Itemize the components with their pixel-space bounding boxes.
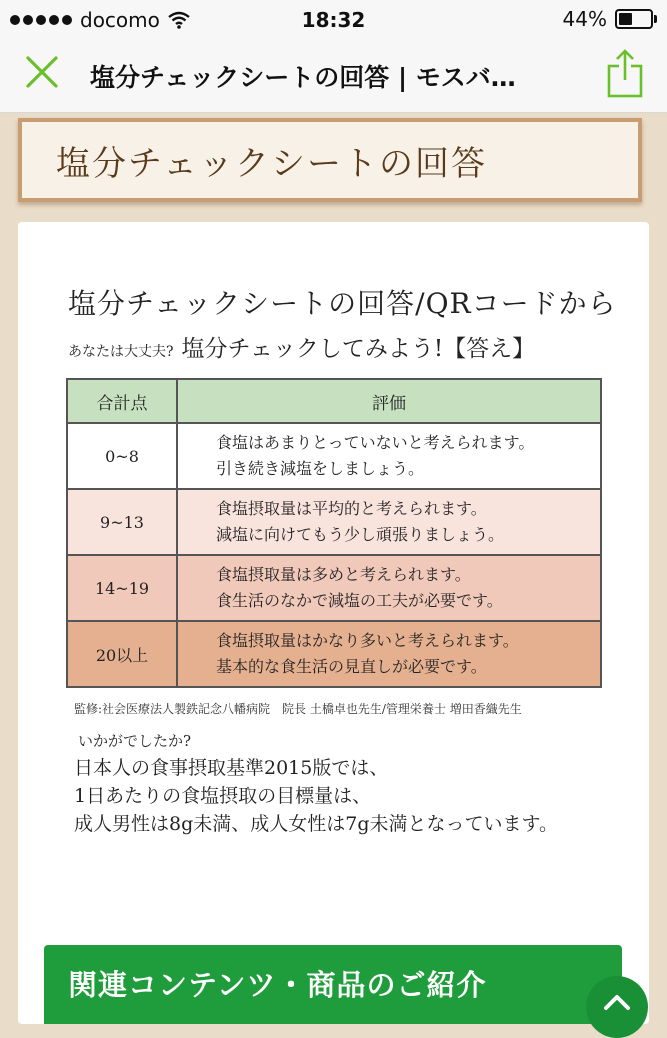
status-time: 18:32 [301, 8, 366, 32]
battery-icon [615, 9, 653, 29]
evaluation-line: 食塩はあまりとっていないと考えられます。 [216, 433, 535, 452]
header-points: 合計点 [67, 379, 177, 423]
body-line: 成人男性は8g未満、成人女性は7g未満となっています。 [74, 813, 558, 835]
row-evaluation [177, 621, 601, 687]
article-subheading [68, 330, 535, 363]
status-right [563, 7, 653, 31]
evaluation-line: 引き続き減塩をしましょう。 [216, 459, 425, 478]
browser-nav-bar [0, 38, 667, 113]
row-points: 0~8 [67, 423, 177, 489]
body-line: 日本人の食事摂取基準2015版では、 [74, 757, 389, 779]
table-header-row [67, 379, 601, 423]
table-row [67, 423, 601, 489]
article-heading: 塩分チェックシートの回答/QRコードから [68, 287, 617, 320]
score-table [66, 378, 602, 688]
evaluation-line: 食塩摂取量はかなり多いと考えられます。 [216, 631, 519, 650]
page-title: 塩分チェックシートの回答 | モスバ… [90, 63, 516, 92]
banner-title: 塩分チェックシートの回答 [56, 144, 487, 184]
row-evaluation [177, 555, 601, 621]
question-text: いかがでしたか? [78, 732, 192, 750]
evaluation-line: 基本的な食生活の見直しが必要です。 [216, 657, 487, 676]
row-points: 20以上 [67, 621, 177, 687]
supervision-note: 監修:社会医療法人製鉄記念八幡病院 院長 土橋卓也先生/管理栄養士 増田香織先生 [74, 702, 522, 716]
related-content-label: 関連コンテンツ・商品のご紹介 [68, 968, 487, 1002]
header-evaluation: 評価 [177, 379, 601, 423]
subheading-small: あなたは大丈夫? [68, 344, 174, 360]
table-row [67, 621, 601, 687]
article-body [74, 754, 558, 838]
status-bar [0, 0, 667, 38]
row-points: 9~13 [67, 489, 177, 555]
row-evaluation [177, 489, 601, 555]
row-points: 14~19 [67, 555, 177, 621]
evaluation-line: 食生活のなかで減塩の工夫が必要です。 [216, 591, 503, 610]
chevron-up-icon[interactable] [586, 976, 648, 1038]
battery-percent: 44% [562, 7, 607, 31]
evaluation-line: 減塩に向けてもう少し頑張りましょう。 [216, 525, 505, 544]
carrier-label: docomo [80, 8, 160, 32]
table-row [67, 489, 601, 555]
evaluation-line: 食塩摂取量は平均的と考えられます。 [216, 499, 487, 518]
related-content-button[interactable] [44, 945, 622, 1024]
row-evaluation [177, 423, 601, 489]
body-line: 1日あたりの食塩摂取の目標量は、 [74, 785, 372, 807]
share-icon[interactable] [605, 48, 645, 100]
evaluation-line: 食塩摂取量は多めと考えられます。 [216, 565, 471, 584]
section-banner [18, 118, 642, 202]
subheading-large: 塩分チェックしてみよう!【答え】 [181, 336, 536, 362]
table-row [67, 555, 601, 621]
close-icon[interactable] [22, 52, 64, 94]
content-card [18, 222, 649, 1024]
